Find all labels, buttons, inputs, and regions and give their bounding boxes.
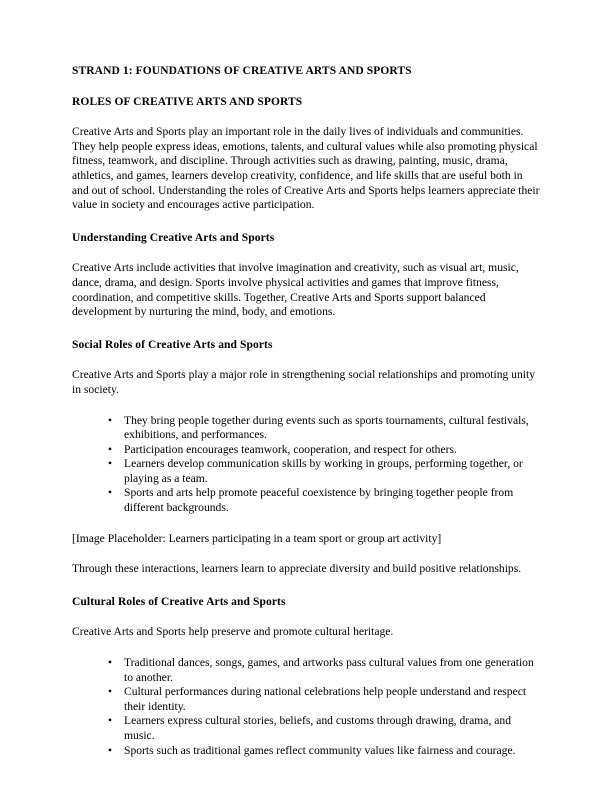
subsection-paragraph-understanding: Creative Arts include activities that involve imagination and creativity, such as visual art, music, dance, drama, and design. Sports involve physical activities and games that improve fitness, coordination, and competitive skills. Together, Creative Arts and Sports support balanced development by nurturing the mind, body, and emotions. [72,261,519,319]
list-item: • Sports such as traditional games reflect community values like fairness and courage. [108,744,540,759]
list-item: • They bring people together during events such as sports tournaments, cultural festivals, exhibitions, and performances. [108,414,540,443]
page-title: STRAND 1: FOUNDATIONS OF CREATIVE ARTS AND SPORTS [72,65,412,77]
subsection-paragraph-cultural-roles: Creative Arts and Sports help preserve and promote cultural heritage. [72,625,394,639]
subsection-paragraph-social-roles: Creative Arts and Sports play a major role in strengthening social relationships and promoting unity in society. [72,368,536,396]
subsection-cultural-roles [72,595,540,758]
list-item: • Participation encourages teamwork, cooperation, and respect for others. [108,443,540,458]
image-placeholder-caption: [Image Placeholder: Learners participating in a team sport or group art activity] [72,531,442,545]
section-heading-roles: ROLES OF CREATIVE ARTS AND SPORTS [72,95,303,108]
subsection-heading-social-roles: Social Roles of Creative Arts and Sports [72,338,273,351]
document-content [72,64,540,758]
bullet-list-cultural-roles [72,656,540,758]
subsection-understanding [72,231,540,320]
list-item: • Learners develop communication skills by working in groups, performing together, or playing as a team. [108,457,540,486]
list-item: • Learners express cultural stories, beliefs, and customs through drawing, drama, and music. [108,714,540,743]
list-item: • Traditional dances, songs, games, and artworks pass cultural values from one generation to another. [108,656,540,685]
subsection-social-roles [72,338,540,577]
list-item: • Sports and arts help promote peaceful coexistence by bringing together people from different backgrounds. [108,486,540,515]
list-item: • Cultural performances during national celebrations help people understand and respect their identity. [108,685,540,714]
subsection-closing-social-roles: Through these interactions, learners learn to appreciate diversity and build positive relationships. [72,562,522,576]
intro-paragraph: Creative Arts and Sports play an important role in the daily lives of individuals and communities. They help people express ideas, emotions, talents, and cultural values while also promoting physical fitness, teamwork, and discipline. Through activities such as drawing, painting, music, drama, athletics, and games, learners develop creativity, confidence, and life skills that are useful both in and out of school. Understanding the roles of Creative Arts and Sports helps learners appreciate their value in society and encourages active participation. [72,125,540,212]
bullet-list-social-roles [72,414,540,516]
subsection-heading-cultural-roles: Cultural Roles of Creative Arts and Sports [72,595,286,608]
subsection-heading-understanding: Understanding Creative Arts and Sports [72,231,275,244]
